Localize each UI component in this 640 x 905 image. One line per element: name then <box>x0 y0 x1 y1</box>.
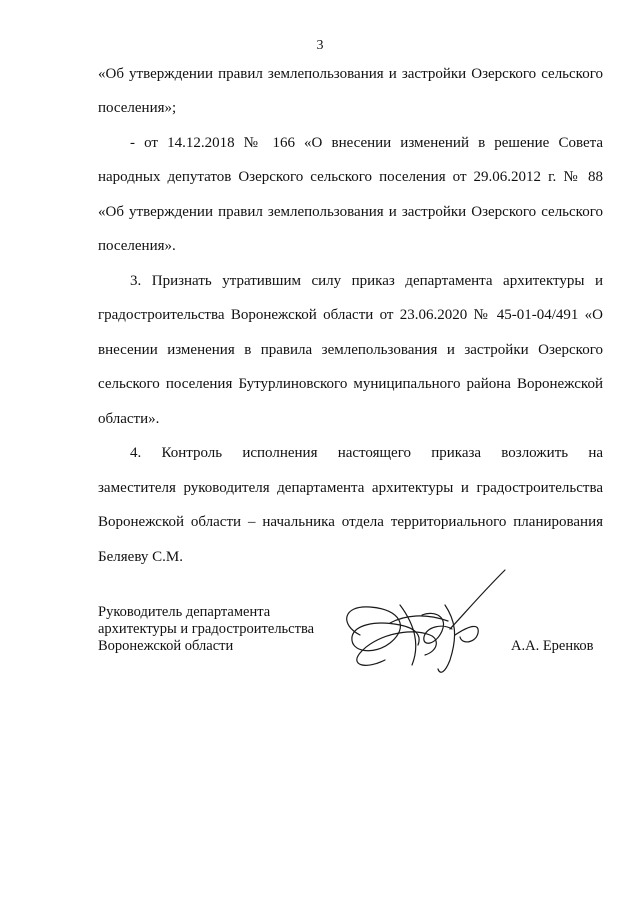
signatory-name: А.А. Еренков <box>511 638 594 654</box>
signatory-title <box>98 604 314 655</box>
body-line: внесении изменения в правила землепользования и застройки Озерского <box>98 342 603 358</box>
body-line: заместителя руководителя департамента архитектуры и градостроительства <box>98 480 603 496</box>
signatory-title-line: Руководитель департамента <box>98 604 271 620</box>
handwritten-signature <box>330 565 530 695</box>
body-line: 4. Контроль исполнения настоящего приказа возложить на <box>130 445 603 461</box>
body-line: сельского поселения Бутурлиновского муниципального района Воронежской <box>98 376 603 392</box>
body-line: Беляеву С.М. <box>98 549 183 565</box>
body-line: народных депутатов Озерского сельского поселения от 29.06.2012 г. № 88 <box>98 169 603 185</box>
body-line: «Об утверждении правил землепользования и застройки Озерского сельского <box>98 66 603 82</box>
body-line: «Об утверждении правил землепользования и застройки Озерского сельского <box>98 204 603 220</box>
body-line: области». <box>98 411 160 427</box>
body-line: поселения». <box>98 238 176 254</box>
body-line: градостроительства Воронежской области от 23.06.2020 № 45-01-04/491 «О <box>98 307 603 323</box>
signatory-title-line: архитектуры и градостроительства <box>98 621 315 637</box>
body-line: - от 14.12.2018 № 166 «О внесении изменений в решение Совета <box>130 135 603 151</box>
signatory-title-line: Воронежской области <box>98 638 234 654</box>
body-line: 3. Признать утратившим силу приказ департамента архитектуры и <box>130 273 603 289</box>
page-number: 3 <box>316 38 324 53</box>
body-line: Воронежской области – начальника отдела территориального планирования <box>98 514 603 530</box>
body-line: поселения»; <box>98 100 177 116</box>
